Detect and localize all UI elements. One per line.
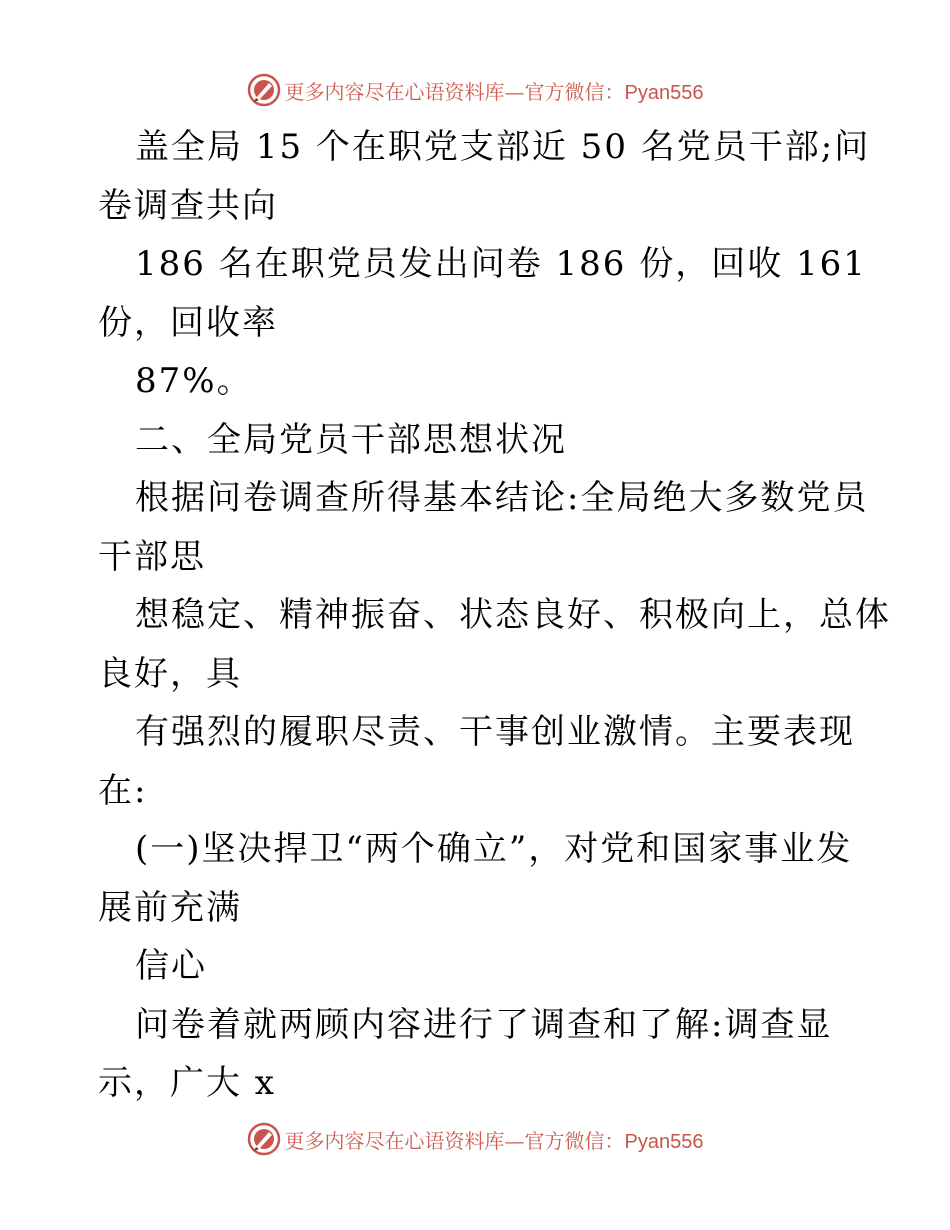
body-line: 根据问卷调查所得基本结论:全局绝大多数党员 [135,478,869,518]
document-body [98,118,891,1113]
footer-banner-text: 更多内容尽在心语资料库—官方微信：Pyan556 [284,1128,704,1153]
body-line: 186 名在职党员发出问卷 186 份，回收 161 [135,244,867,284]
body-line: 卷调查共向 [98,185,278,226]
body-line: 展前充满 [98,887,242,928]
footer-banner [0,1121,950,1157]
header-banner [0,72,950,108]
subsection-heading: (一)坚决捍卫“两个确立”，对党和国家事业发 [135,829,853,869]
section-heading: 二、全局党员干部思想状况 [135,419,567,460]
body-line: 盖全局 15 个在职党支部近 50 名党员干部;问 [135,127,871,167]
body-line: 想稳定、精神振奋、状态良好、积极向上，总体 [135,595,891,635]
body-line: 示，广大 x [98,1063,276,1103]
body-line: 份，回收率 [98,302,278,343]
body-line: 有强烈的履职尽责、干事创业激情。主要表现 [135,712,855,752]
body-line: 问卷着就两顾内容进行了调查和了解:调查显 [135,1004,833,1045]
body-line: 87%。 [135,361,253,401]
body-line: 干部思 [98,536,206,577]
header-banner-text: 更多内容尽在心语资料库—官方微信：Pyan556 [284,79,704,104]
pen-logo-icon [247,73,281,107]
pen-logo-icon [247,1122,281,1156]
body-line: 在: [98,770,148,811]
body-line: 信心 [135,946,207,986]
body-line: 良好，具 [98,653,242,694]
